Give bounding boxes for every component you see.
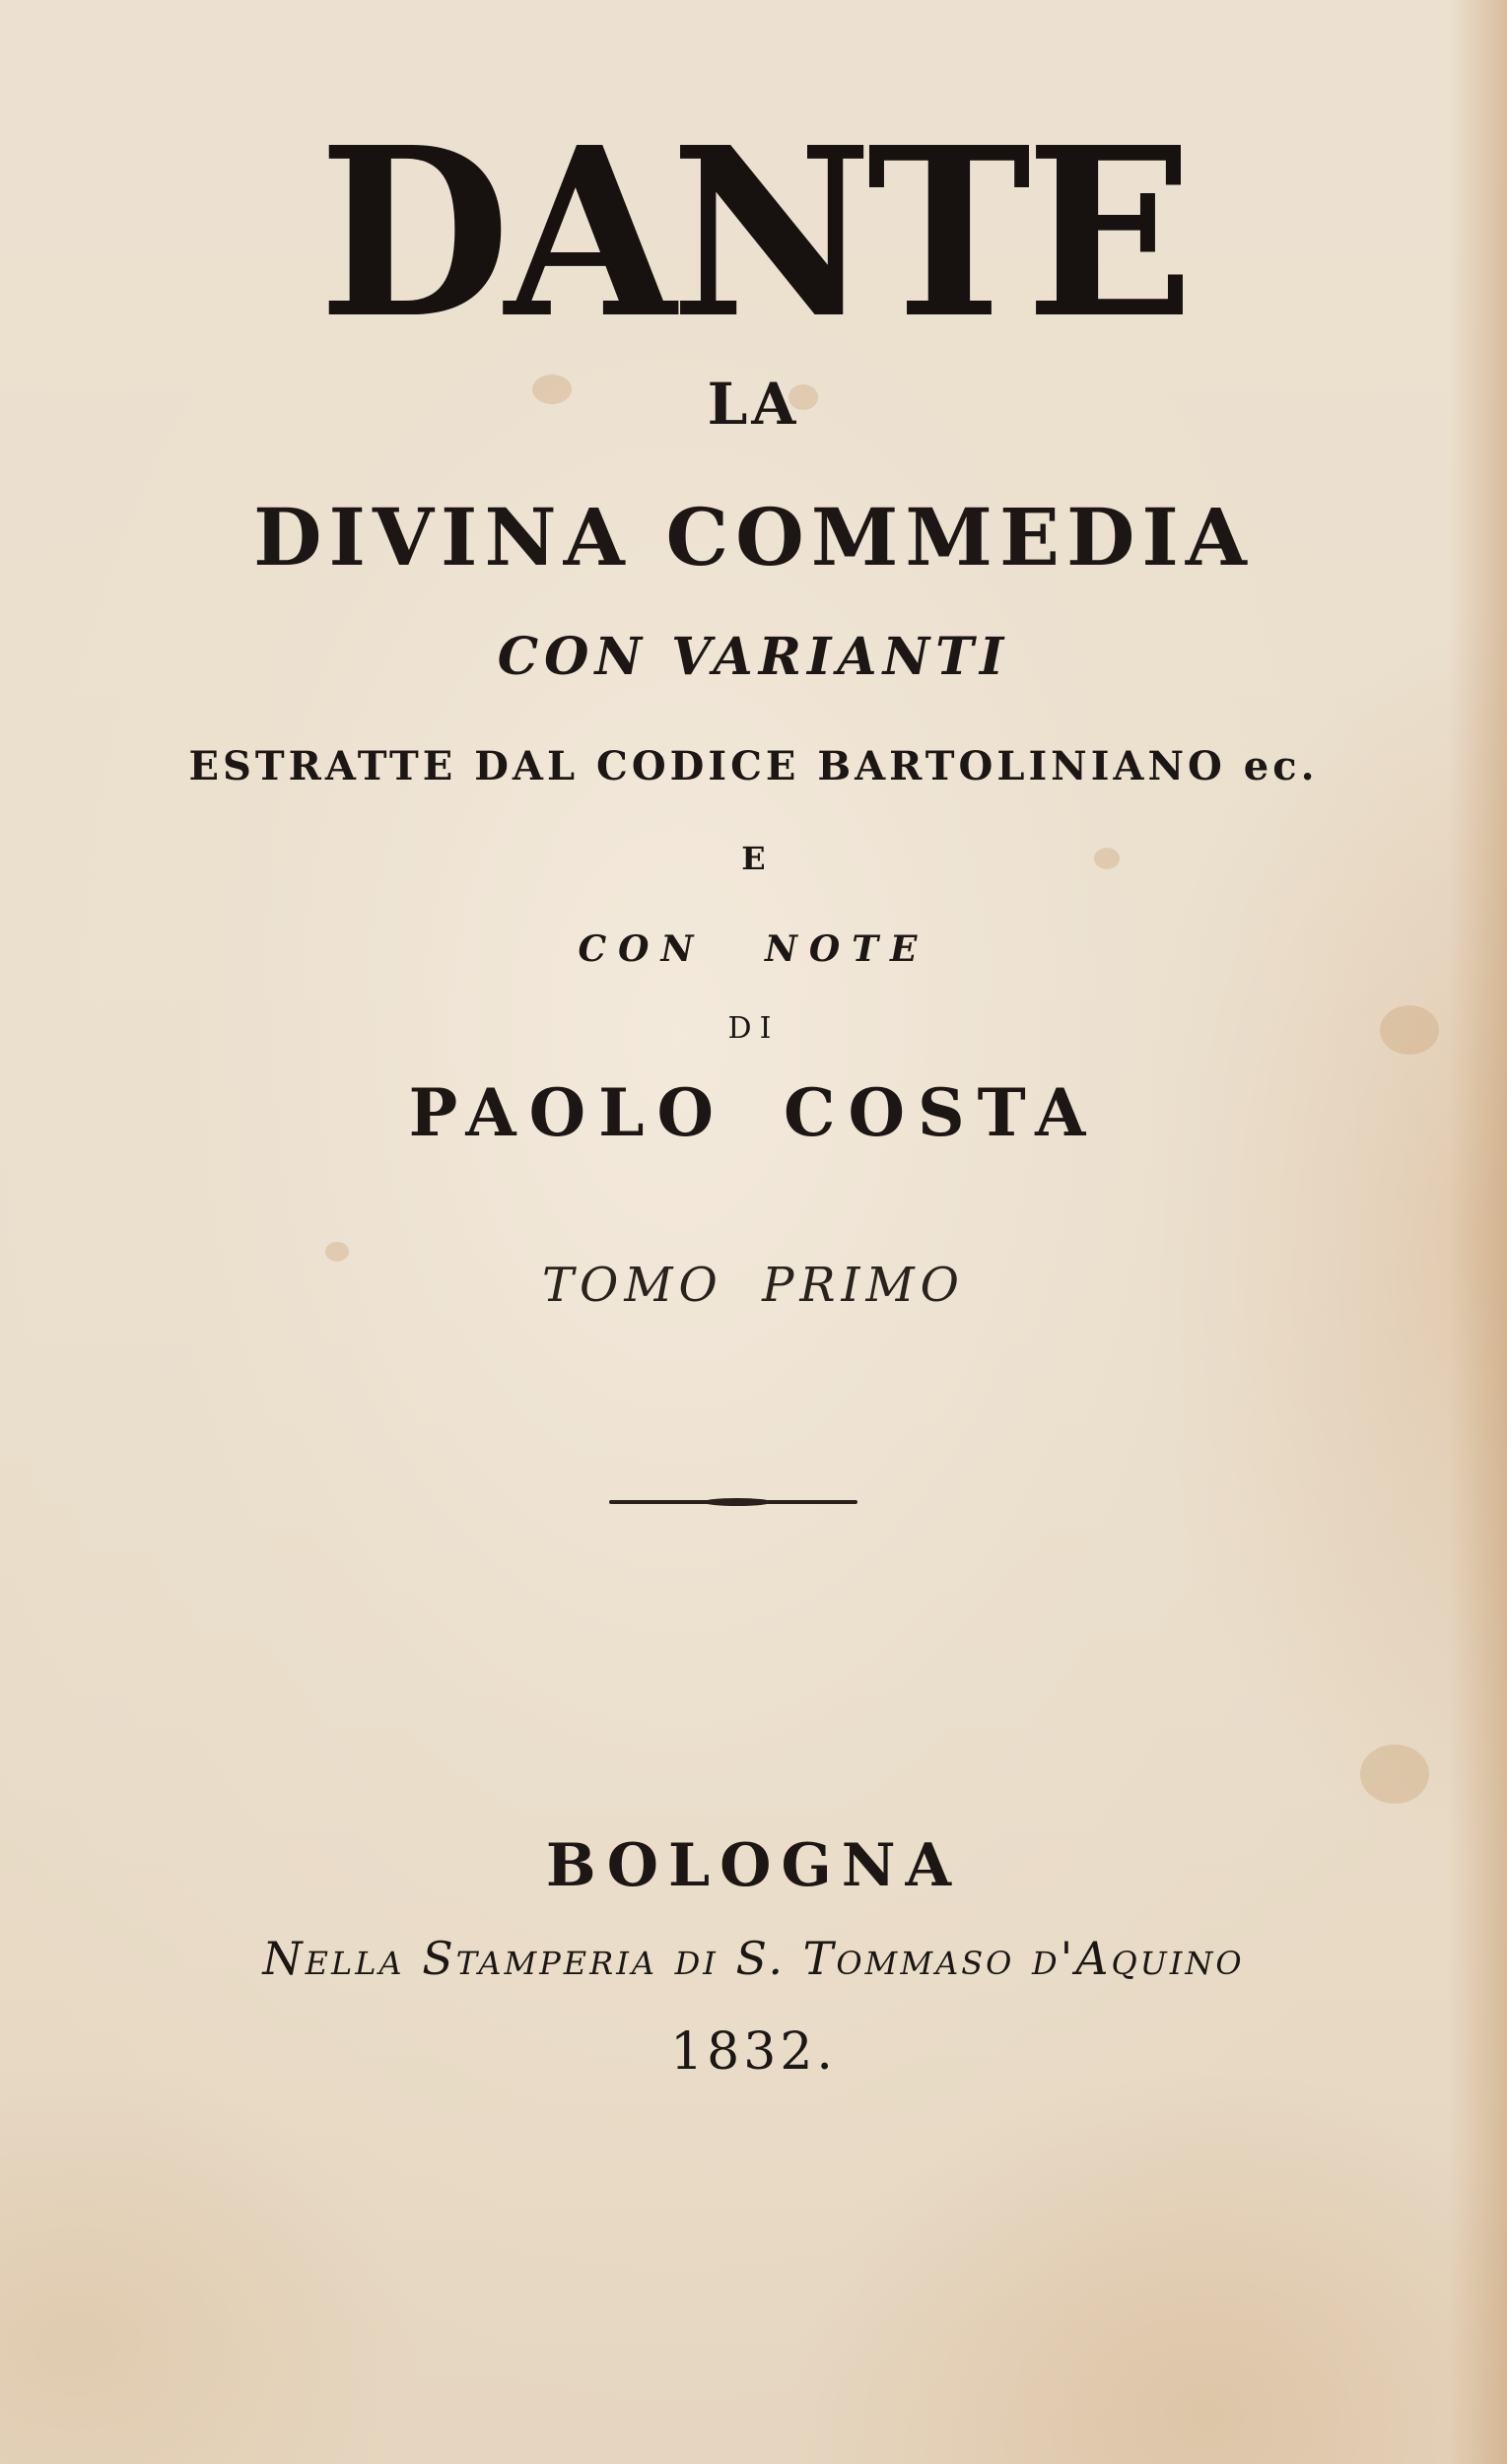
source-line: ESTRATTE DAL CODICE BARTOLINIANO ec. xyxy=(188,743,1319,789)
volume-label: TOMO PRIMO xyxy=(541,1258,966,1313)
foxing-spot xyxy=(1360,1745,1429,1804)
work-title: DIVINA COMMEDIA xyxy=(253,491,1254,583)
conjunction: E xyxy=(741,840,766,877)
article: LA xyxy=(707,371,800,438)
decorative-rule xyxy=(609,1500,857,1504)
subtitle: CON VARIANTI xyxy=(497,627,1010,687)
imprint-year: 1832. xyxy=(670,2022,837,2082)
notes-line: CON NOTE xyxy=(578,928,929,970)
editor-name: PAOLO COSTA xyxy=(408,1074,1099,1151)
imprint-city: BOLOGNA xyxy=(545,1831,962,1900)
imprint-printer: Nella Stamperia di S. Tommaso d'Aquino xyxy=(262,1932,1245,1985)
page-edge-stain xyxy=(1448,0,1507,2464)
by-line: DI xyxy=(727,1011,780,1046)
main-title: DANTE xyxy=(318,96,1189,370)
